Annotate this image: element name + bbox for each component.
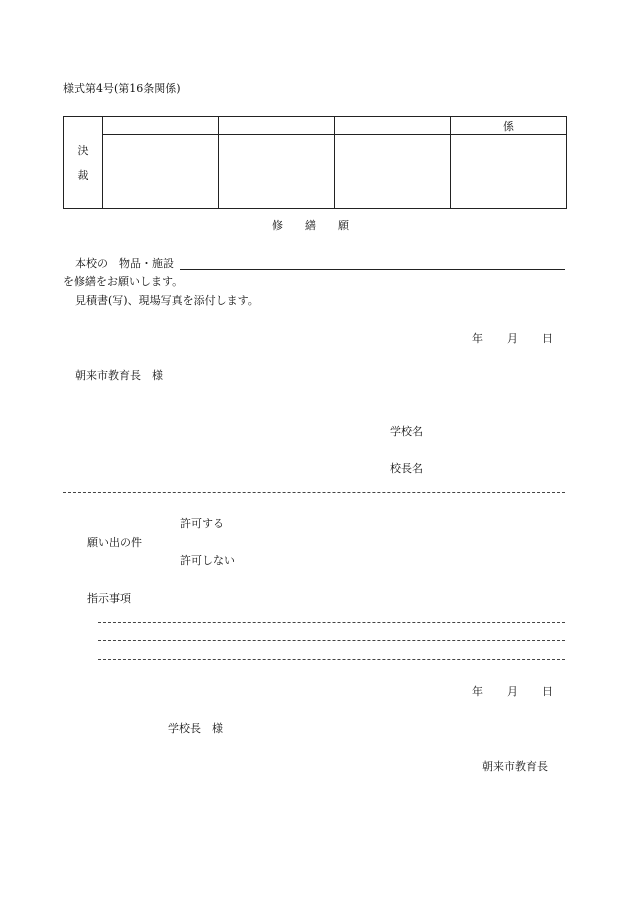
approval-header-cell-2: [219, 117, 335, 135]
permit-option: 許可する: [180, 517, 224, 530]
approval-stamp-cell-1[interactable]: [103, 135, 219, 209]
section-divider: [63, 492, 565, 493]
date-day-lower: 日: [542, 685, 553, 698]
date-year-lower: 年: [472, 685, 483, 698]
approval-stamp-cell-2[interactable]: [219, 135, 335, 209]
request-line3: 見積書(写)、現場写真を添付します。: [75, 294, 259, 307]
approval-label-cell: [64, 117, 103, 209]
instruction-line-1[interactable]: [98, 622, 565, 623]
issuer: 朝来市教育長: [482, 760, 548, 773]
date-day-upper: 日: [542, 332, 553, 345]
not-permit-option: 許可しない: [180, 554, 235, 567]
school-name-label: 学校名: [390, 425, 423, 438]
date-month-upper: 月: [507, 332, 518, 345]
approval-label-char-1: 決: [77, 143, 89, 157]
instruction-line-3[interactable]: [98, 659, 565, 660]
approval-header-cell-4: 係: [451, 117, 567, 135]
request-line2: を修繕をお願いします。: [63, 275, 184, 288]
principal-name-label: 校長名: [390, 462, 423, 475]
decision-label: 願い出の件: [87, 536, 142, 549]
instruction-line-2[interactable]: [98, 640, 565, 641]
item-input-line[interactable]: [180, 269, 565, 270]
form-number: 様式第4号(第16条関係): [63, 82, 181, 95]
approval-stamp-cell-3[interactable]: [335, 135, 451, 209]
date-month-lower: 月: [507, 685, 518, 698]
addressee: 朝来市教育長 様: [75, 369, 163, 382]
principal-addressee: 学校長 様: [168, 722, 223, 735]
approval-label-char-2: 裁: [77, 168, 89, 182]
approval-header-cell-3: [335, 117, 451, 135]
date-year-upper: 年: [472, 332, 483, 345]
request-line1: 本校の 物品・施設: [75, 257, 174, 270]
approval-header-cell-1: [103, 117, 219, 135]
approval-stamp-cell-4[interactable]: [451, 135, 567, 209]
instructions-label: 指示事項: [87, 592, 131, 605]
page-title: 修 繕 願: [272, 219, 349, 232]
approval-table: [63, 116, 567, 209]
